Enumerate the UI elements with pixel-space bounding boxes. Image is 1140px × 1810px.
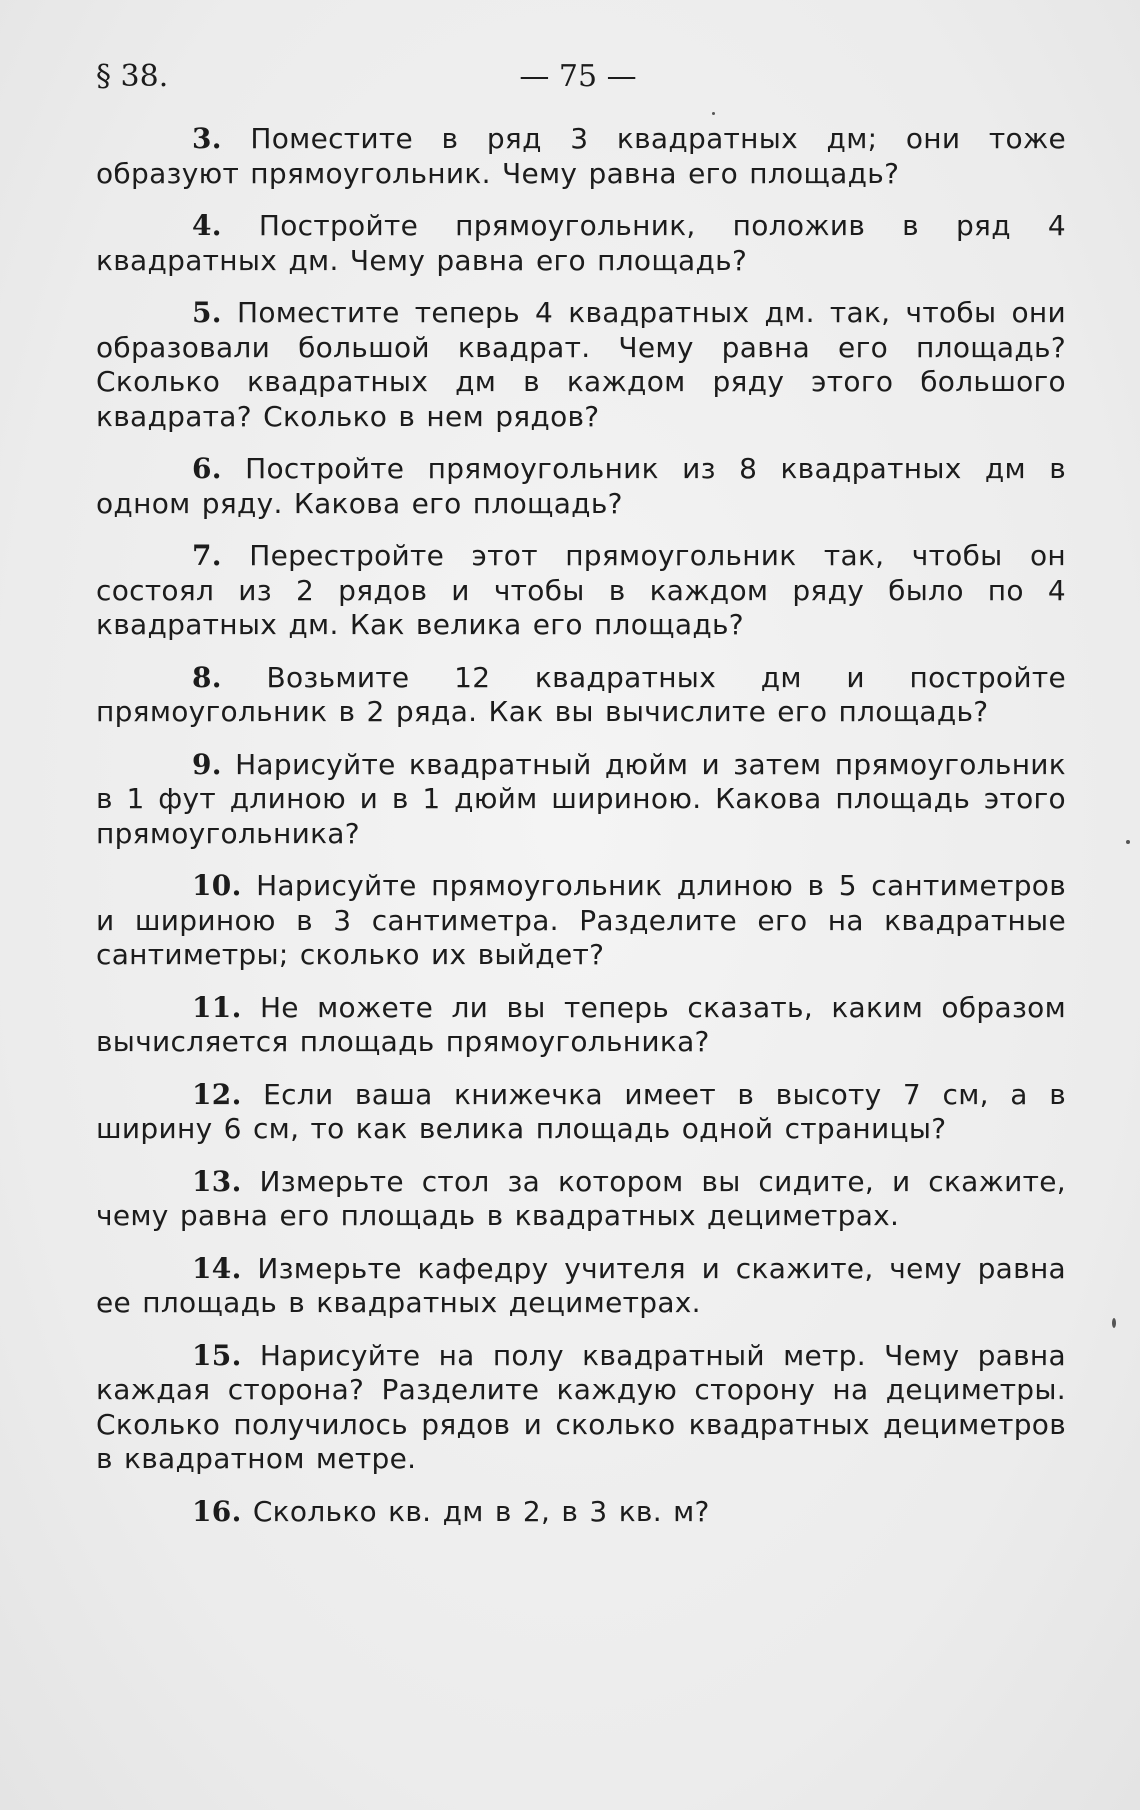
exercise-number: 16.: [192, 1494, 242, 1528]
exercise-number: 6.: [192, 452, 222, 485]
exercise-list: [96, 122, 1066, 1547]
exercise-9: [96, 748, 1066, 852]
exercise-number: 9.: [192, 747, 222, 781]
exercise-number: 7.: [192, 539, 222, 572]
exercise-6: [96, 452, 1066, 521]
page-number: — 75 —: [519, 59, 637, 94]
exercise-text: Сколько кв. дм в 2, в 3 кв. м?: [252, 1494, 710, 1528]
exercise-number: 8.: [192, 660, 222, 694]
exercise-text: Не можете ли вы теперь сказать, каким образом вычисляется площадь прямоугольника?: [96, 990, 1067, 1058]
exercise-number: 10.: [192, 869, 242, 902]
exercise-text: Постройте прямоугольник из 8 квадратных дм в одном ряду. Какова его площадь?: [96, 452, 1066, 520]
exercise-text: Нарисуйте прямоугольник длиною в 5 сантиметров и шириною в 3 сантиметра. Разделите его на квадратные сантиметры; сколько их выйдет?: [96, 869, 1066, 971]
exercise-12: [96, 1078, 1066, 1147]
print-speck: [1112, 1318, 1116, 1328]
exercise-14: [96, 1252, 1066, 1321]
exercise-text: Если ваша книжечка имеет в высоту 7 см, а в ширину 6 см, то как велика площадь одной страницы?: [96, 1077, 1066, 1145]
print-speck: [712, 112, 715, 115]
exercise-number: 5.: [192, 296, 222, 329]
exercise-text: Постройте прямоугольник, положив в ряд 4 квадратных дм. Чему равна его площадь?: [96, 209, 1066, 277]
exercise-text: Измерьте стол за котором вы сидите, и скажите, чему равна его площадь в квадратных дециметрах.: [96, 1164, 1067, 1232]
exercise-15: [96, 1339, 1066, 1477]
exercise-number: 14.: [192, 1251, 242, 1285]
exercise-7: [96, 539, 1066, 643]
exercise-13: [96, 1165, 1066, 1234]
exercise-text: Нарисуйте на полу квадратный метр. Чему равна каждая сторона? Разделите каждую сторону на дециметры. Сколько получилось рядов и сколько квадратных дециметров в квадратном метре.: [96, 1338, 1066, 1475]
exercise-5: [96, 296, 1066, 434]
exercise-text: Поместите в ряд 3 квадратных дм; они тоже образуют прямоугольник. Чему равна его площадь?: [96, 122, 1066, 190]
exercise-number: 4.: [192, 209, 222, 242]
print-speck: [1126, 840, 1130, 844]
exercise-text: Перестройте этот прямоугольник так, чтобы он состоял из 2 рядов и чтобы в каждом ряду было по 4 квадратных дм. Как велика его площадь?: [96, 539, 1066, 641]
exercise-text: Поместите теперь 4 квадратных дм. так, чтобы они образовали большой квадрат. Чему равна его площадь? Сколько квадратных дм в каждом ряду этого большого квадрата? Сколько в нем рядов?: [96, 296, 1067, 433]
exercise-text: Нарисуйте квадратный дюйм и затем прямоугольник в 1 фут длиною и в 1 дюйм шириною. Какова площадь этого прямоугольника?: [96, 747, 1067, 850]
exercise-11: [96, 991, 1066, 1060]
exercise-number: 12.: [192, 1077, 242, 1111]
exercise-number: 13.: [192, 1164, 242, 1198]
exercise-16: [96, 1495, 1066, 1530]
section-marker: § 38.: [96, 59, 169, 94]
exercise-4: [96, 209, 1066, 278]
exercise-10: [96, 869, 1066, 973]
exercise-number: 3.: [192, 122, 222, 155]
exercise-3: [96, 122, 1066, 191]
exercise-text: Возьмите 12 квадратных дм и постройте прямоугольник в 2 ряда. Как вы вычислите его площадь?: [96, 660, 1067, 728]
exercise-number: 11.: [192, 990, 242, 1024]
exercise-number: 15.: [192, 1338, 242, 1372]
exercise-8: [96, 661, 1066, 730]
exercise-text: Измерьте кафедру учителя и скажите, чему равна ее площадь в квадратных дециметрах.: [96, 1251, 1067, 1319]
page-header: [96, 52, 1060, 102]
